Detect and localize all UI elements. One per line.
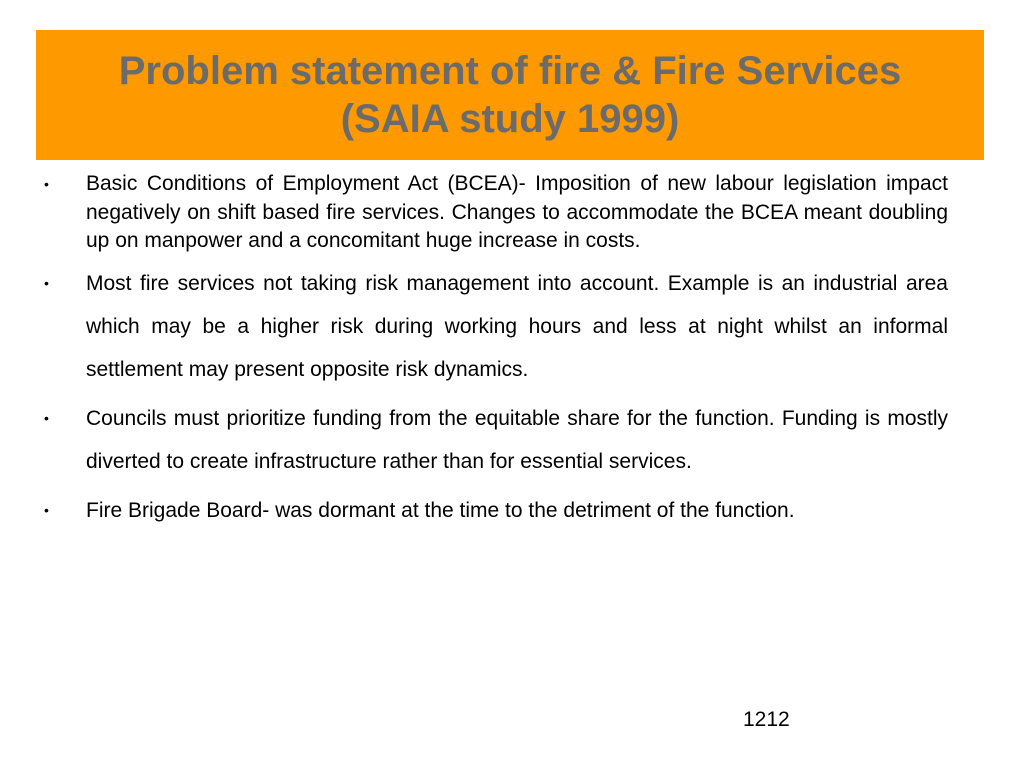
title-bar: [36, 30, 984, 160]
bullet-item-funding: [40, 397, 948, 483]
bullet-item-fire-brigade-board: [40, 489, 948, 532]
bullet-icon: •: [44, 274, 49, 291]
bullet-text: Most fire services not taking risk management into account. Example is an industrial area which may be a higher risk during working hours and less at night whilst an informal settlement may present opposite risk dynamics.: [86, 271, 948, 381]
bullet-text: Councils must prioritize funding from the equitable share for the function. Funding is mostly diverted to create infrastructure rather than for essential services.: [86, 406, 948, 473]
bullet-icon: •: [44, 176, 49, 192]
bullet-icon: •: [44, 501, 49, 518]
bullet-text: Basic Conditions of Employment Act (BCEA)- Imposition of new labour legislation impact negatively on shift based fire services. Changes to accommodate the BCEA meant doubling up on manpower and a concomitant huge increase in costs.: [86, 172, 948, 252]
bullet-item-bcea: [40, 170, 948, 256]
bullet-list: [40, 170, 948, 532]
slide-title: [119, 47, 902, 143]
bullet-text: Fire Brigade Board- was dormant at the time to the detriment of the function.: [86, 498, 795, 522]
slide-title-line-1: Problem statement of fire & Fire Services: [118, 49, 902, 93]
bullet-icon: •: [44, 409, 49, 426]
slide-title-line-2: (SAIA study 1999): [340, 97, 680, 141]
bullet-item-risk-management: [40, 262, 948, 391]
page-number: 1212: [743, 708, 790, 731]
